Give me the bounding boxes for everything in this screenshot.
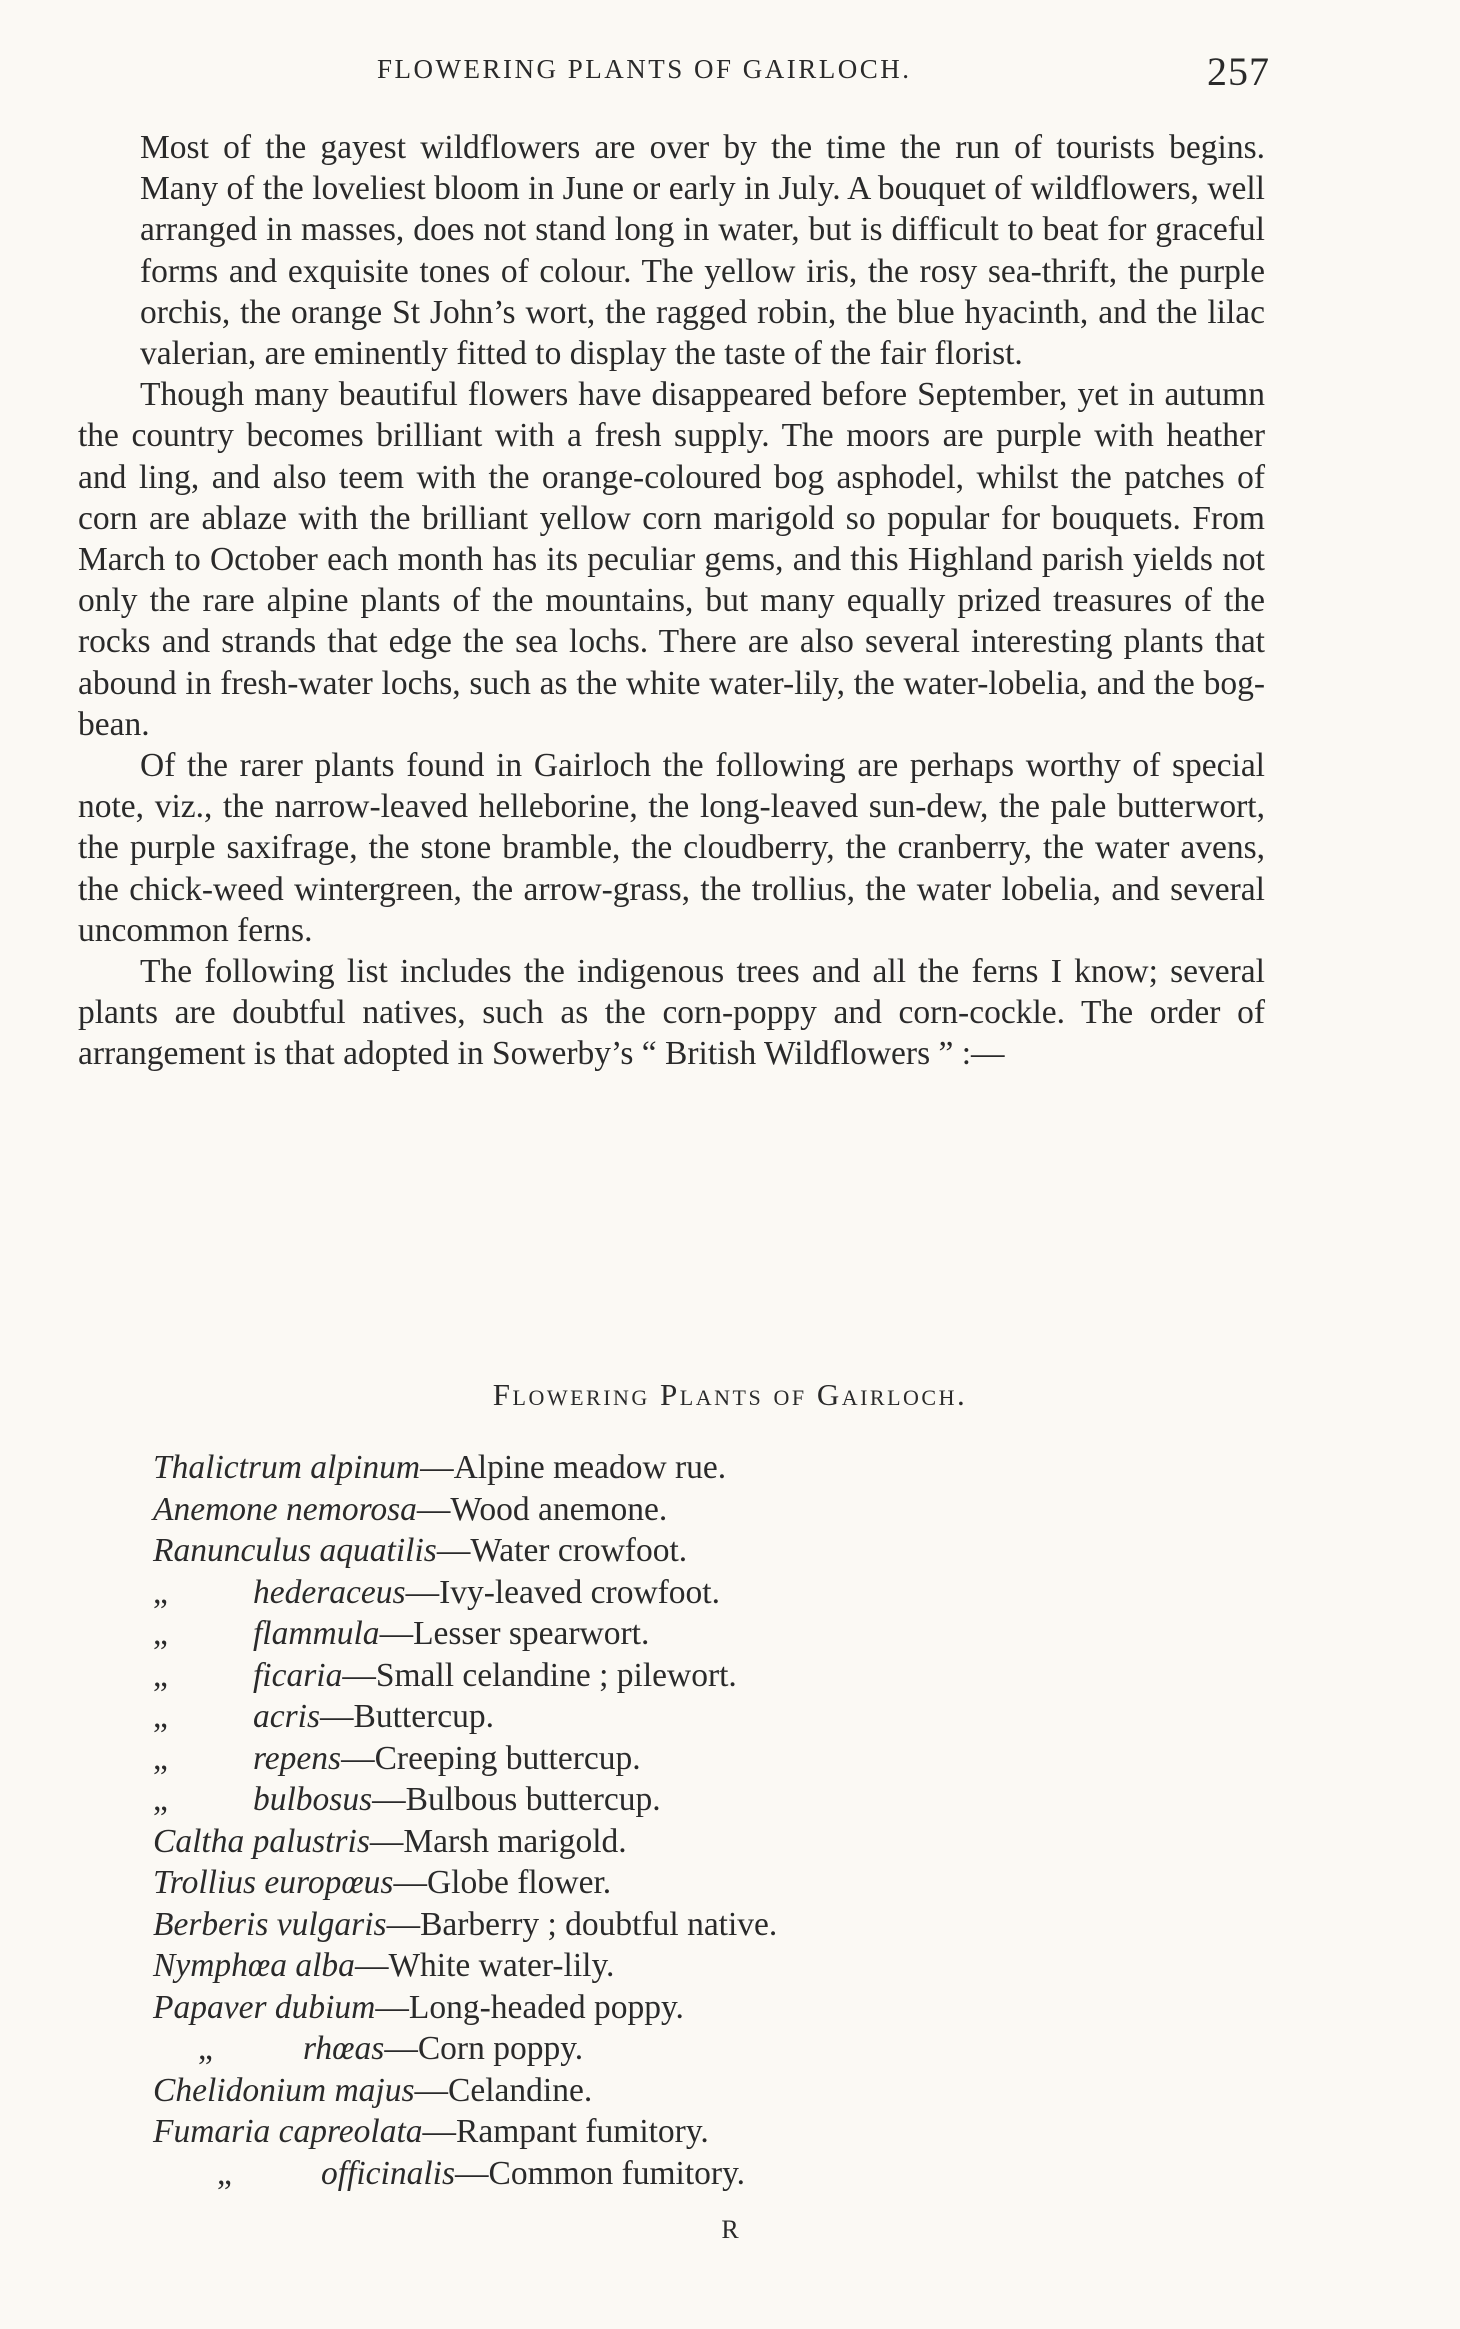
plant-entry <box>153 2153 1253 2195</box>
plant-list <box>153 1447 1253 2194</box>
common-name: —Corn poppy. <box>384 2030 584 2067</box>
plant-entry <box>153 1696 1253 1738</box>
running-head: FLOWERING PLANTS OF GAIRLOCH. <box>377 54 912 84</box>
common-name: —Wood anemone. <box>416 1490 668 1528</box>
latin-name: Thalictrum alpinum <box>153 1449 421 1486</box>
latin-name: rhœas <box>303 2030 385 2067</box>
paragraph: Most of the gayest wildflowers are over by the time the run of tourists begins. Many of the loveliest bloom in June or early in July. A bouquet of wildflowers, well arranged in masses, does not stand long in water, but is difficult to beat for graceful forms and exquisite tones of colour. The yellow iris, the rosy sea-thrift, the purple orchis, the orange St John’s wort, the ragged robin, the blue hyacinth, and the lilac valerian, are eminently fitted to display the taste of the fair florist. <box>140 129 1265 373</box>
latin-name: bulbosus <box>253 1781 373 1818</box>
common-name: —Lesser spearwort. <box>379 1615 650 1652</box>
plant-entry <box>153 1655 1253 1697</box>
ditto-mark: „ <box>153 1573 168 1611</box>
plant-entry <box>153 1738 1253 1780</box>
plant-entry <box>153 1987 1253 2029</box>
plant-entry <box>153 2070 1253 2112</box>
plant-entry <box>153 1489 1253 1531</box>
latin-name: Papaver dubium <box>153 1988 376 2026</box>
plant-entry <box>153 1904 1253 1946</box>
common-name: —Alpine meadow rue. <box>420 1449 727 1486</box>
body-text <box>78 127 1265 1075</box>
ditto-mark: „ <box>153 1656 168 1694</box>
common-name: —White water-lily. <box>354 1947 615 1984</box>
latin-name: Berberis vulgaris <box>153 1905 387 1943</box>
section-title: Flowering Plants of Gairloch. <box>492 1377 968 1412</box>
plant-entry <box>153 1862 1253 1904</box>
plant-entry <box>153 1945 1253 1987</box>
plant-entry <box>153 1572 1253 1614</box>
common-name: —Water crowfoot. <box>436 1532 688 1569</box>
common-name: —Ivy-leaved crowfoot. <box>405 1573 720 1611</box>
common-name: —Marsh marigold. <box>369 1822 627 1860</box>
ditto-mark: „ <box>153 1739 168 1777</box>
common-name: —Small celandine ; pilewort. <box>342 1656 737 1694</box>
common-name: —Common fumitory. <box>455 2154 746 2192</box>
latin-name: repens <box>253 1739 342 1777</box>
page-header <box>0 48 1460 98</box>
plant-entry <box>153 2111 1253 2153</box>
common-name: —Barberry ; doubtful native. <box>386 1905 778 1943</box>
common-name: —Creeping buttercup. <box>341 1739 641 1777</box>
common-name: —Celandine. <box>414 2071 593 2109</box>
latin-name: acris <box>253 1698 320 1735</box>
plant-entry <box>153 2028 1253 2070</box>
common-name: —Buttercup. <box>320 1698 494 1735</box>
common-name: —Globe flower. <box>393 1864 612 1901</box>
ditto-mark: „ <box>153 1615 168 1652</box>
latin-name: Nymphœa alba <box>153 1947 355 1984</box>
latin-name: Trollius europœus <box>153 1864 394 1901</box>
latin-name: Anemone nemorosa <box>153 1490 417 1528</box>
latin-name: Ranunculus aquatilis <box>153 1532 437 1569</box>
page-number: 257 <box>1207 49 1270 94</box>
paragraph: Of the rarer plants found in Gairloch the following are perhaps worthy of special note, viz., the narrow-leaved helleborine, the long-leaved sun-dew, the pale butterwort, the purple saxifrage, the stone bramble, the cloudberry, the cranberry, the water avens, the chick-weed wintergreen, the arrow-grass, the trollius, the water lobelia, and several uncommon ferns. <box>78 747 1265 949</box>
paragraph: The following list includes the indigenous trees and all the ferns I know; several plants are doubtful natives, such as the corn-poppy and corn-cockle. The order of arrangement is that adopted in Sowerby’s “ British Wildflowers ” :— <box>78 953 1265 1073</box>
latin-name: hederaceus <box>253 1573 406 1611</box>
plant-entry <box>153 1779 1253 1821</box>
plant-entry <box>153 1821 1253 1863</box>
common-name: —Long-headed poppy. <box>375 1988 684 2026</box>
latin-name: flammula <box>253 1615 380 1652</box>
latin-name: Chelidonium majus <box>153 2071 415 2109</box>
ditto-mark: „ <box>153 1698 168 1735</box>
ditto-mark: „ <box>153 1781 168 1818</box>
plant-entry <box>153 1613 1253 1655</box>
latin-name: officinalis <box>321 2154 455 2192</box>
plant-entry <box>153 1530 1253 1572</box>
latin-name: ficaria <box>253 1656 343 1694</box>
plant-entry <box>153 1447 1253 1489</box>
common-name: —Rampant fumitory. <box>422 2113 709 2150</box>
paragraph: Though many beautiful flowers have disappeared before September, yet in autumn the country becomes brilliant with a fresh supply. The moors are purple with heather and ling, and also teem with the orange-coloured bog asphodel, whilst the patches of corn are ablaze with the brilliant yellow corn marigold so popular for bouquets. From March to October each month has its peculiar gems, and this Highland parish yields not only the rare alpine plants of the mountains, but many equally prized treasures of the rocks and strands that edge the sea lochs. There are also several interesting plants that abound in fresh-water lochs, such as the white water-lily, the water-lobelia, and the bog-bean. <box>78 376 1265 743</box>
ditto-mark: „ <box>198 2030 213 2067</box>
latin-name: Caltha palustris <box>153 1822 370 1860</box>
signature-mark: R <box>721 2215 739 2244</box>
latin-name: Fumaria capreolata <box>153 2113 423 2150</box>
ditto-mark: „ <box>217 2154 232 2192</box>
common-name: —Bulbous buttercup. <box>372 1781 661 1818</box>
